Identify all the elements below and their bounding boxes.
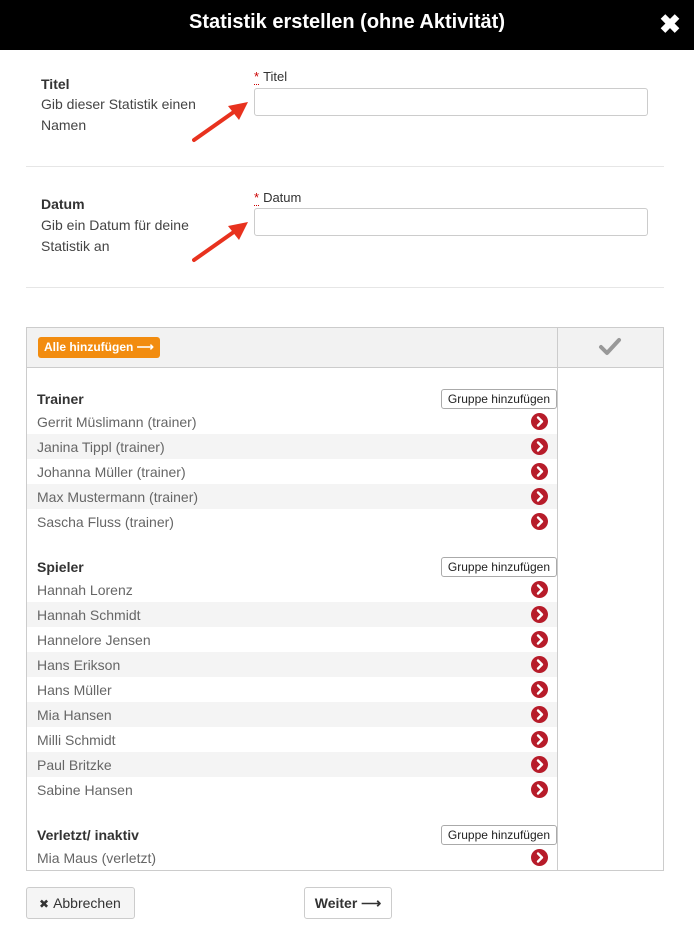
cancel-button[interactable]	[26, 887, 135, 919]
member-name: Sabine Hansen	[37, 782, 133, 798]
required-marker: *	[254, 190, 260, 205]
member-name: Max Mustermann (trainer)	[37, 489, 199, 505]
list-item	[27, 484, 557, 509]
list-item	[27, 702, 557, 727]
member-name: Milli Schmidt	[37, 732, 116, 748]
check-icon	[598, 336, 622, 358]
list-item	[27, 577, 557, 602]
datum-input[interactable]	[254, 208, 648, 236]
list-item	[27, 459, 557, 484]
list-item	[27, 845, 557, 870]
group-title: Spieler	[37, 559, 84, 575]
list-item	[27, 752, 557, 777]
times-icon: ✖	[39, 897, 50, 911]
list-item	[27, 509, 557, 534]
chevron-right-circle-icon[interactable]	[531, 706, 548, 723]
chevron-right-circle-icon[interactable]	[531, 756, 548, 773]
titel-field-label	[254, 69, 287, 84]
list-item	[27, 652, 557, 677]
member-name: Gerrit Müslimann (trainer)	[37, 414, 197, 430]
chevron-right-circle-icon[interactable]	[531, 781, 548, 798]
member-name: Mia Hansen	[37, 707, 112, 723]
cancel-label: Abbrechen	[53, 895, 121, 911]
dialog-titlebar	[0, 0, 694, 50]
list-item	[27, 434, 557, 459]
chevron-right-circle-icon[interactable]	[531, 656, 548, 673]
member-name: Hans Müller	[37, 682, 112, 698]
datum-label-text: Datum	[263, 190, 302, 205]
close-icon[interactable]: ✖	[659, 9, 681, 39]
titel-label-text: Titel	[263, 69, 288, 84]
list-item	[27, 627, 557, 652]
list-item	[27, 409, 557, 434]
group-title: Trainer	[37, 391, 84, 407]
chevron-right-circle-icon[interactable]	[531, 413, 548, 430]
group-header	[37, 825, 557, 845]
table-header	[27, 328, 663, 368]
add-all-button[interactable]: Alle hinzufügen ⟶	[38, 337, 160, 358]
annotation-arrow-icon	[192, 218, 252, 263]
member-name: Janina Tippl (trainer)	[37, 439, 165, 455]
list-item	[27, 727, 557, 752]
group-header	[37, 389, 557, 409]
datum-help-text: Gib ein Datum für deine Statistik an	[41, 217, 189, 254]
titel-help-text: Gib dieser Statistik einen Namen	[41, 96, 196, 133]
datum-field-row	[26, 166, 664, 288]
titel-field-row	[26, 50, 664, 167]
member-name: Hannelore Jensen	[37, 632, 151, 648]
titel-help-title: Titel	[41, 76, 70, 92]
chevron-right-circle-icon[interactable]	[531, 731, 548, 748]
next-button[interactable]: Weiter ⟶	[304, 887, 392, 919]
titel-input[interactable]	[254, 88, 648, 116]
annotation-arrow-icon	[192, 98, 252, 143]
chevron-right-circle-icon[interactable]	[531, 581, 548, 598]
member-name: Hans Erikson	[37, 657, 121, 673]
members-table	[26, 327, 664, 871]
chevron-right-circle-icon[interactable]	[531, 849, 548, 866]
chevron-right-circle-icon[interactable]	[531, 631, 548, 648]
chevron-right-circle-icon[interactable]	[531, 681, 548, 698]
member-name: Johanna Müller (trainer)	[37, 464, 186, 480]
chevron-right-circle-icon[interactable]	[531, 513, 548, 530]
dialog-title: Statistik erstellen (ohne Aktivität)	[189, 11, 505, 33]
member-name: Hannah Lorenz	[37, 582, 133, 598]
add-group-button[interactable]: Gruppe hinzufügen	[441, 389, 557, 409]
list-item	[27, 602, 557, 627]
column-divider	[557, 328, 558, 870]
chevron-right-circle-icon[interactable]	[531, 463, 548, 480]
chevron-right-circle-icon[interactable]	[531, 606, 548, 623]
group-header	[37, 557, 557, 577]
datum-field-label	[254, 190, 301, 205]
chevron-right-circle-icon[interactable]	[531, 488, 548, 505]
required-marker: *	[254, 69, 260, 84]
list-item	[27, 677, 557, 702]
member-name: Mia Maus (verletzt)	[37, 850, 157, 866]
member-name: Paul Britzke	[37, 757, 112, 773]
chevron-right-circle-icon[interactable]	[531, 438, 548, 455]
datum-help-title: Datum	[41, 196, 85, 212]
group-title: Verletzt/ inaktiv	[37, 827, 139, 843]
add-group-button[interactable]: Gruppe hinzufügen	[441, 825, 557, 845]
member-name: Sascha Fluss (trainer)	[37, 514, 174, 530]
add-group-button[interactable]: Gruppe hinzufügen	[441, 557, 557, 577]
list-item	[27, 777, 557, 802]
member-name: Hannah Schmidt	[37, 607, 141, 623]
